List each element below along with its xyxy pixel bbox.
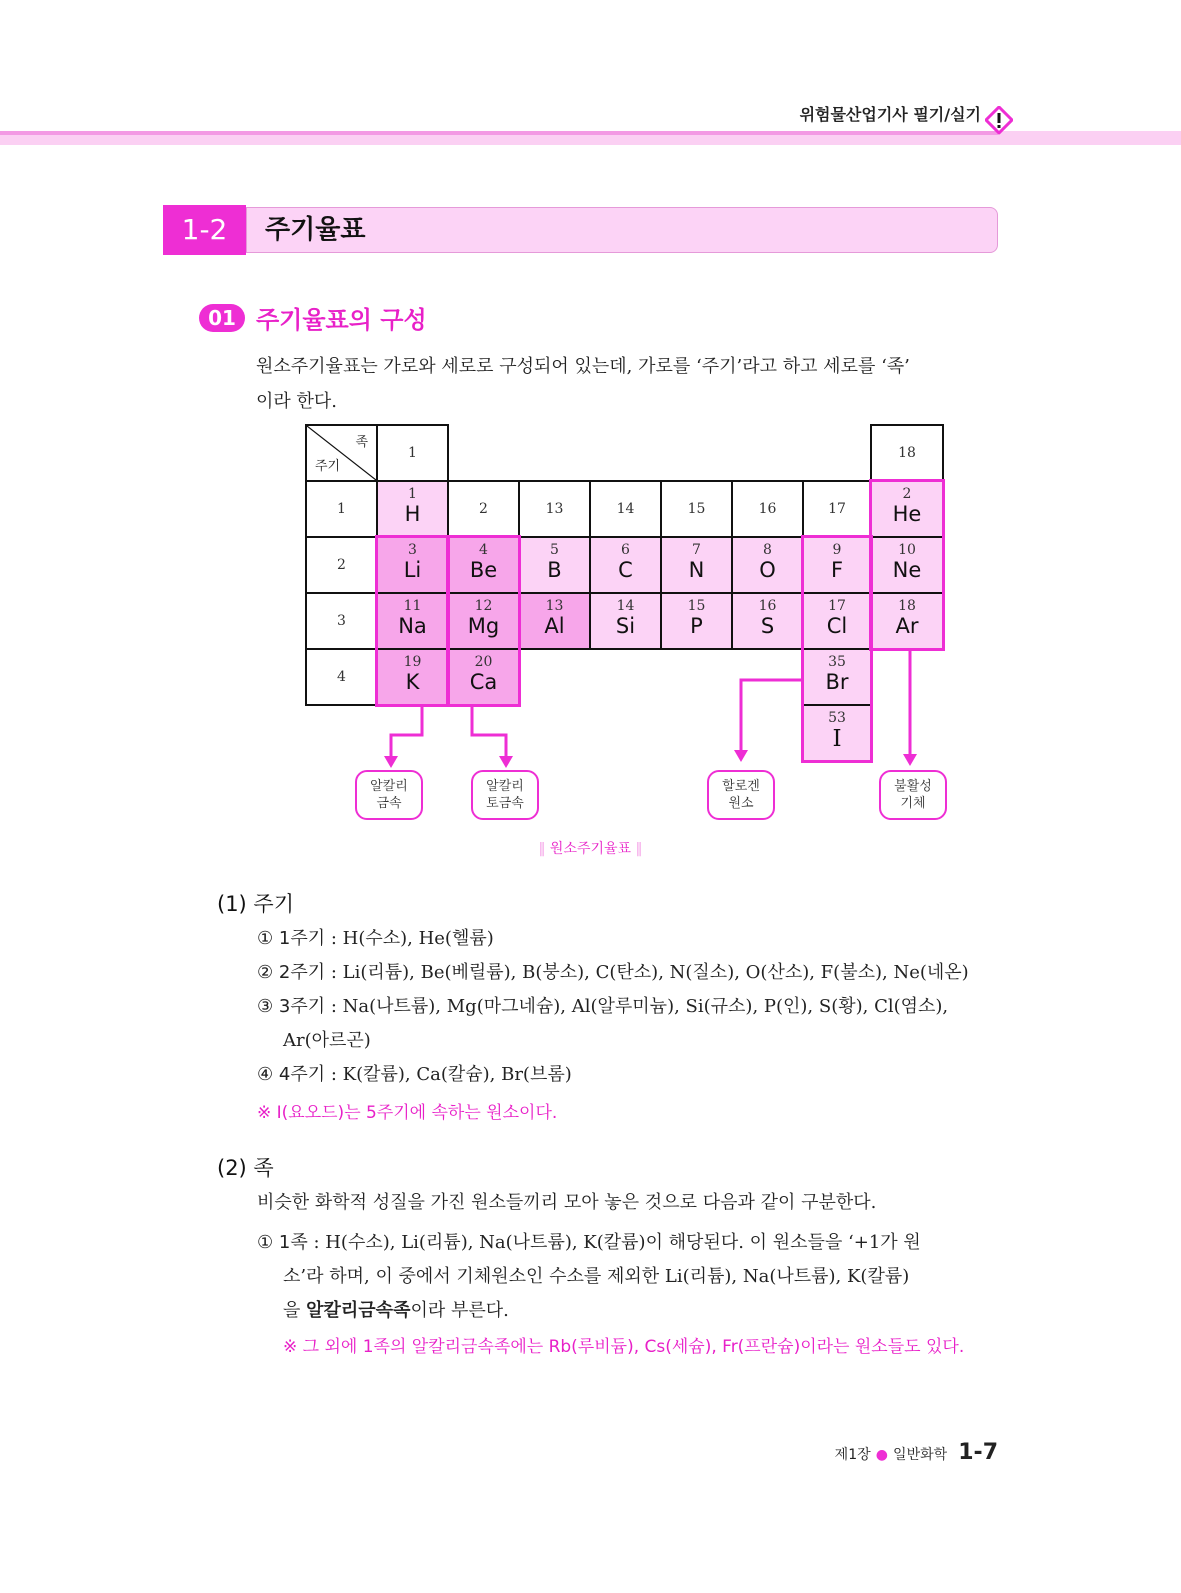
- element-Br: 35 Br: [802, 648, 872, 706]
- group-header-13: 13: [518, 480, 591, 538]
- group-header-18: 18: [870, 424, 944, 482]
- group-header-2: 2: [447, 480, 520, 538]
- period-item-2: ② 2주기 : Li(리튬), Be(베릴륨), B(붕소), C(탄소), N(질소), O(산소), F(불소), Ne(네온): [257, 962, 969, 983]
- period-item-4: ④ 4주기 : K(칼륨), Ca(칼슘), Br(브롬): [257, 1064, 572, 1085]
- element-Ca: 20 Ca: [447, 648, 520, 706]
- element-F: 9 F: [802, 536, 872, 594]
- group-item-1: ① 1족 : H(수소), Li(리튬), Na(나트륨), K(칼륨)이 해당된다. 이 원소들을 ‘+1가 원: [257, 1232, 921, 1253]
- element-P: 15 P: [660, 592, 733, 650]
- tag-alkaline-earth-metal: 알칼리 토금속: [471, 770, 539, 820]
- period-heading: (1) 주기: [217, 892, 294, 916]
- element-Ne: 10 Ne: [870, 536, 944, 594]
- page-footer: [835, 1440, 998, 1465]
- period-label-2: 2: [305, 536, 378, 594]
- element-Ar: 18 Ar: [870, 592, 944, 650]
- period-item-1: ① 1주기 : H(수소), He(헬륨): [257, 928, 494, 949]
- element-Mg: 12 Mg: [447, 592, 520, 650]
- group-header-14: 14: [589, 480, 662, 538]
- tag-halogen: 할로겐 원소: [707, 770, 775, 820]
- element-Li: 3 Li: [376, 536, 449, 594]
- tag-alkali-metal: 알칼리 금속: [355, 770, 423, 820]
- element-H: 1 H: [376, 480, 449, 538]
- period-item-3-cont: Ar(아르곤): [283, 1030, 371, 1051]
- element-Na: 11 Na: [376, 592, 449, 650]
- element-B: 5 B: [518, 536, 591, 594]
- group-header-1: 1: [376, 424, 449, 482]
- corner-group-label: 족: [355, 435, 368, 450]
- corner-period-label: 주기: [315, 459, 341, 474]
- element-Al: 13 Al: [518, 592, 591, 650]
- book-title: 위험물산업기사 필기/실기: [799, 105, 981, 124]
- element-I: 53 I: [802, 704, 872, 762]
- group-header-17: 17: [802, 480, 872, 538]
- element-N: 7 N: [660, 536, 733, 594]
- group-intro: 비슷한 화학적 성질을 가진 원소들끼리 모아 놓은 것으로 다음과 같이 구분한다.: [257, 1192, 877, 1213]
- tag-noble-gas: 불활성 기체: [879, 770, 947, 820]
- element-He: 2 He: [870, 480, 944, 538]
- footer-chapter: 제1장: [834, 1447, 871, 1463]
- subsection-title: 주기율표의 구성: [256, 306, 427, 334]
- element-O: 8 O: [731, 536, 804, 594]
- group-header-16: 16: [731, 480, 804, 538]
- element-K: 19 K: [376, 648, 449, 706]
- footer-chapter-title: 일반화학: [893, 1447, 948, 1463]
- element-Be: 4 Be: [447, 536, 520, 594]
- group-item-1-line-2: 소’라 하며, 이 중에서 기체원소인 수소를 제외한 Li(리튬), Na(나트륨), K(칼륨): [283, 1266, 910, 1287]
- period-label-3: 3: [305, 592, 378, 650]
- section-title: 주기율표: [265, 215, 366, 245]
- period-label-4: 4: [305, 648, 378, 706]
- element-Cl: 17 Cl: [802, 592, 872, 650]
- bullet-icon: ●: [875, 1447, 888, 1463]
- intro-line-2: 이라 한다.: [256, 391, 337, 412]
- section-number: 1-2: [163, 205, 246, 255]
- group-note: ※ 그 외에 1족의 알칼리금속족에는 Rb(루비듐), Cs(세슘), Fr(프란슘)이라는 원소들도 있다.: [283, 1337, 965, 1357]
- table-caption: ‖ 원소주기율표 ‖: [538, 841, 643, 857]
- subsection-number: 01: [199, 304, 245, 332]
- element-C: 6 C: [589, 536, 662, 594]
- period-note: ※ I(요오드)는 5주기에 속하는 원소이다.: [257, 1103, 558, 1123]
- group-header-15: 15: [660, 480, 733, 538]
- period-label-1: 1: [305, 480, 378, 538]
- group-item-1-line-3: 을 알칼리금속족이라 부른다.: [283, 1300, 509, 1321]
- element-Si: 14 Si: [589, 592, 662, 650]
- page-number: 1-7: [958, 1440, 998, 1465]
- period-item-3: ③ 3주기 : Na(나트륨), Mg(마그네슘), Al(알루미늄), Si(규소), P(인), S(황), Cl(염소),: [257, 996, 949, 1017]
- group-heading: (2) 족: [217, 1156, 274, 1180]
- intro-line-1: 원소주기율표는 가로와 세로로 구성되어 있는데, 가로를 ‘주기’라고 하고 세로를 ‘족’: [256, 356, 910, 377]
- element-S: 16 S: [731, 592, 804, 650]
